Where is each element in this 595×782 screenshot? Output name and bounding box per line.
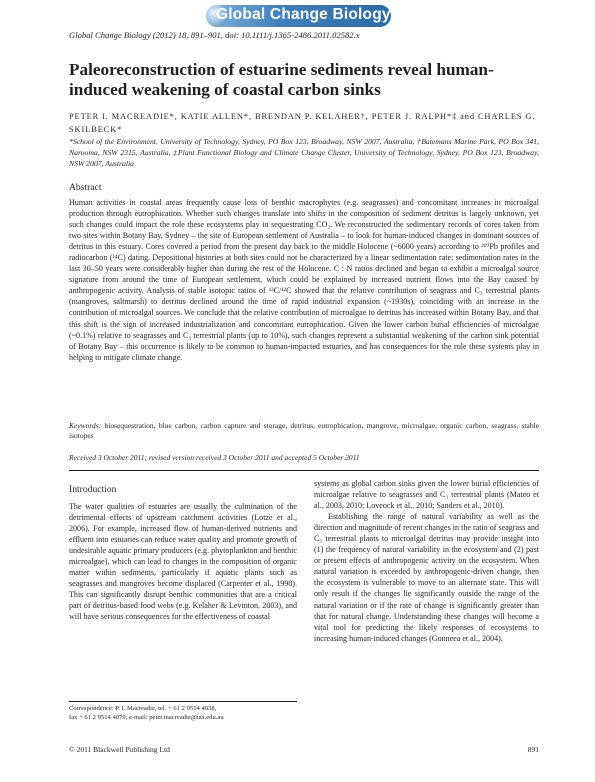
keywords-label: Keywords:	[69, 421, 102, 430]
intro-paragraph-2: Establishing the range of natural variability as well as the direction and magnitude of recent changes in the ratio of seagrass and C₃ terrestrial plants to microalgal detritus may provide insight into (1) the frequency of natural variability in the ecosystem and (2) past or present effects of anthropogenic activity on the ecosystem. When natural variation is exceeded by anthropogenic-driven change, then the ecosystem is vulnerable to move to an alternate state. This will only result if the changes lie significantly outside the range of the natural variation or if the rate of change is significantly greater than that for natural change. Understanding these changes will become a vital tool for predicting the likely responses of ecosystems to increasing human-induced changes (Gonneea et al., 2004).	[314, 512, 539, 643]
introduction-right-column	[314, 478, 539, 644]
affiliations: *School of the Environment, University of Technology, Sydney, PO Box 123, Broadway, NSW 2007, Australia, †Batemans Marine Park, PO Box 341, Narooma, NSW 2315, Australia, ‡Plant Functional Biology and Climate Change Cluster, University of Technology, Sydney, PO Box 123, Broadway, NSW 2007, Australia	[69, 137, 539, 168]
citation-line: Global Change Biology (2012) 18, 891–901, doi: 10.1111/j.1365-2486.2011.02582.x	[69, 30, 360, 40]
author-list: PETER I. MACREADIE*, KATIE ALLEN*, BRENDAN P. KELAHER†, PETER J. RALPH*‡ and CHARLES G. SKILBECK*	[69, 112, 536, 134]
footnote-divider	[69, 701, 297, 702]
copyright-footer: © 2011 Blackwell Publishing Ltd	[69, 745, 170, 754]
abstract-heading: Abstract	[69, 182, 102, 193]
introduction-left-column: The water qualities of estuaries are usually the culmination of the detrimental effects of upstream catchment activities (Lotze et al., 2006). For example, increased flow of human-derived nutrients and effluent into estuaries can reduce water quality and promote growth of undesirable aquatic primary producers (e.g. phytoplankton and benthic microalgae), which can lead to changes in the composition of organic matter within sediments, particularly if aquatic plants such as seagrasses and mangroves become displaced (Carpenter et al., 1998). This can significantly disrupt benthic communities that are a critical part of detritus-based food webs (e.g. Kelaher & Levinton, 2003), and will have serious consequences for the effectiveness of coastal	[69, 502, 297, 622]
journal-name: Global Change Biology	[216, 6, 391, 23]
page-number: 891	[527, 745, 539, 754]
intro-paragraph-1: systems as global carbon sinks given the lower burial efficiencies of microalgae relative to seagrasses and C₃ terrestrial plants (Mateo et al., 2003, 2010; Loveock et al., 2010; Sanders et al., 2010).	[314, 479, 539, 511]
correspondence-line-1: Correspondence: P. I. Macreadie, tel. + 61 2 9514 4038,	[69, 705, 217, 712]
received-dates: Received 3 October 2011; revised version received 3 October 2011 and accepted 5 October 2011	[69, 453, 360, 462]
correspondence-line-2: fax + 61 2 9514 4079, e-mail: peter.macreadie@uts.edu.au	[69, 714, 224, 722]
section-divider	[69, 470, 539, 471]
introduction-heading: Introduction	[69, 484, 117, 495]
article-title: Paleoreconstruction of estuarine sediments reveal human-induced weakening of coastal carbon sinks	[69, 60, 494, 99]
keywords	[69, 421, 539, 441]
correspondence-note	[69, 704, 297, 722]
keywords-text: biosequestration, blue carbon, carbon capture and storage, detritus, eutrophication, mangrove, microalgae, organic carbon, seagrass, stable isotopes	[69, 421, 540, 441]
abstract-text: Human activities in coastal areas frequently cause loss of benthic macrophytes (e.g. seagrasses) and concomitant increases in microalgal production through eutrophication. Whether such changes translate into shifts in the composition of sediment detritus is largely unknown, yet such changes could impact the role these ecosystems play in sequestrating CO₂. We reconstructed the sedimentary records of cores taken from two sites within Botany Bay, Sydney – the site of European settlement of Australia – to look for human-induced changes in dominant sources of detritus in this estuary. Cores covered a period from the present day back to the middle Holocene (~6000 years) according to ²¹⁰Pb profiles and radiocarbon (¹⁴C) dating. Depositional histories at both sites could not be characterized by a linear sedimentation rate; sedimentation rates in the last 30–50 years were considerably higher than during the rest of the Holocene. C : N ratios declined and began to exhibit a microalgal source signature from around the time of European settlement, which could be explained by increased nutrient flows into the Bay caused by anthropogenic activity. Analysis of stable isotopic ratios of ¹³C/¹²C showed that the relative contribution of seagrass and C₃ terrestrial plants (mangroves, saltmarsh) to detritus declined around the time of rapid industrial expansion (~1930s), coinciding with an increase in the contribution of microalgal sources. We conclude that the relative contribution of microalgae to detritus has increased within Botany Bay, and that this shift is the sign of increased industrialization and concomitant eutrophication. Given the lower carbon burial efficiencies of microalgae (~0.1%) relative to seagrasses and C₃ terrestrial plants (up to 10%), such changes represent a substantial weakening of the carbon sink potential of Botany Bay – this occurrence is likely to be common to human-impacted estuaries, and has consequences for the role these systems play in helping to mitigate climate change.	[69, 198, 539, 362]
